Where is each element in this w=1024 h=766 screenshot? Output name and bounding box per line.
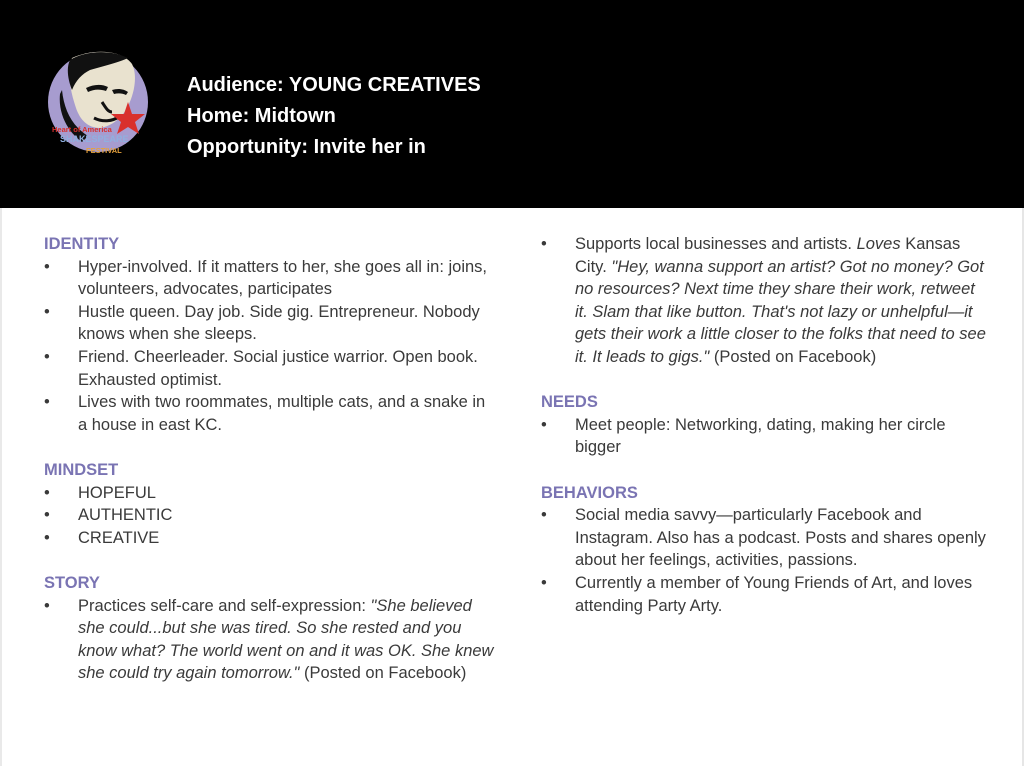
logo-text-line2: SHAKESPEARE [60, 134, 129, 144]
story-list [44, 595, 494, 685]
list-item [541, 233, 991, 369]
list-item: • Hyper-involved. If it matters to her, she goes all in: joins, volunteers, advocates, participates [44, 256, 494, 301]
identity-list [44, 256, 494, 437]
behaviors-list [541, 504, 991, 617]
needs-heading: NEEDS [541, 393, 598, 412]
list-item: • AUTHENTIC [44, 504, 494, 527]
audience-summary [187, 70, 481, 163]
story-source: (Posted on Facebook) [299, 664, 467, 683]
list-item: • Hustle queen. Day job. Side gig. Entrepreneur. Nobody knows when she sleeps. [44, 301, 494, 346]
list-item: • Lives with two roommates, multiple cats, and a snake in a house in east KC. [44, 391, 494, 436]
story-lead: Supports local businesses and artists. [575, 235, 857, 253]
festival-logo [42, 50, 158, 160]
list-item: • Social media savvy—particularly Facebook and Instagram. Also has a podcast. Posts and shares openly about her feelings, activities, passions. [541, 504, 991, 572]
right-column [541, 233, 991, 617]
list-item: • CREATIVE [44, 527, 494, 550]
list-item: • HOPEFUL [44, 482, 494, 505]
logo-text-line1: Heart of America [52, 125, 112, 134]
story-loves: Loves [856, 235, 901, 253]
story-heading: STORY [44, 573, 100, 592]
list-item: • Currently a member of Young Friends of Art, and loves attending Party Arty. [541, 572, 991, 617]
page-edge-left [0, 208, 2, 766]
story-quote: "She believed she could...but she was tired. So she rested and you know what? The world went on and it was OK. She knew she could try again tomorrow." [78, 596, 494, 683]
list-item: • Friend. Cheerleader. Social justice warrior. Open book. Exhausted optimist. [44, 346, 494, 391]
story-lead: Practices self-care and self-expression: [78, 596, 371, 615]
needs-list [541, 414, 991, 459]
list-item: • Meet people: Networking, dating, making her circle bigger [541, 414, 991, 459]
story-quote: "Hey, wanna support an artist? Got no money? Got no resources? Next time they share their work, retweet it. Slam that like button. That's not lazy or unhelpful—it gets their work a little closer to the folks that need to see it. It leads to gigs." [575, 257, 986, 366]
left-column [44, 233, 494, 685]
logo-text-line3: FESTIVAL [86, 146, 122, 155]
slide-header [0, 0, 1024, 208]
audience-line: Audience: YOUNG CREATIVES [187, 74, 481, 96]
story-list-continued [541, 233, 991, 369]
story-source: (Posted on Facebook) [709, 347, 877, 366]
mindset-list [44, 482, 494, 550]
behaviors-heading: BEHAVIORS [541, 483, 638, 502]
logo-graphic [42, 50, 158, 160]
mindset-heading: MINDSET [44, 460, 119, 479]
home-line: Home: Midtown [187, 105, 336, 127]
story-mid: Kansas City. [575, 235, 961, 276]
list-item [44, 595, 494, 685]
opportunity-line: Opportunity: Invite her in [187, 136, 426, 158]
identity-heading: IDENTITY [44, 235, 120, 253]
